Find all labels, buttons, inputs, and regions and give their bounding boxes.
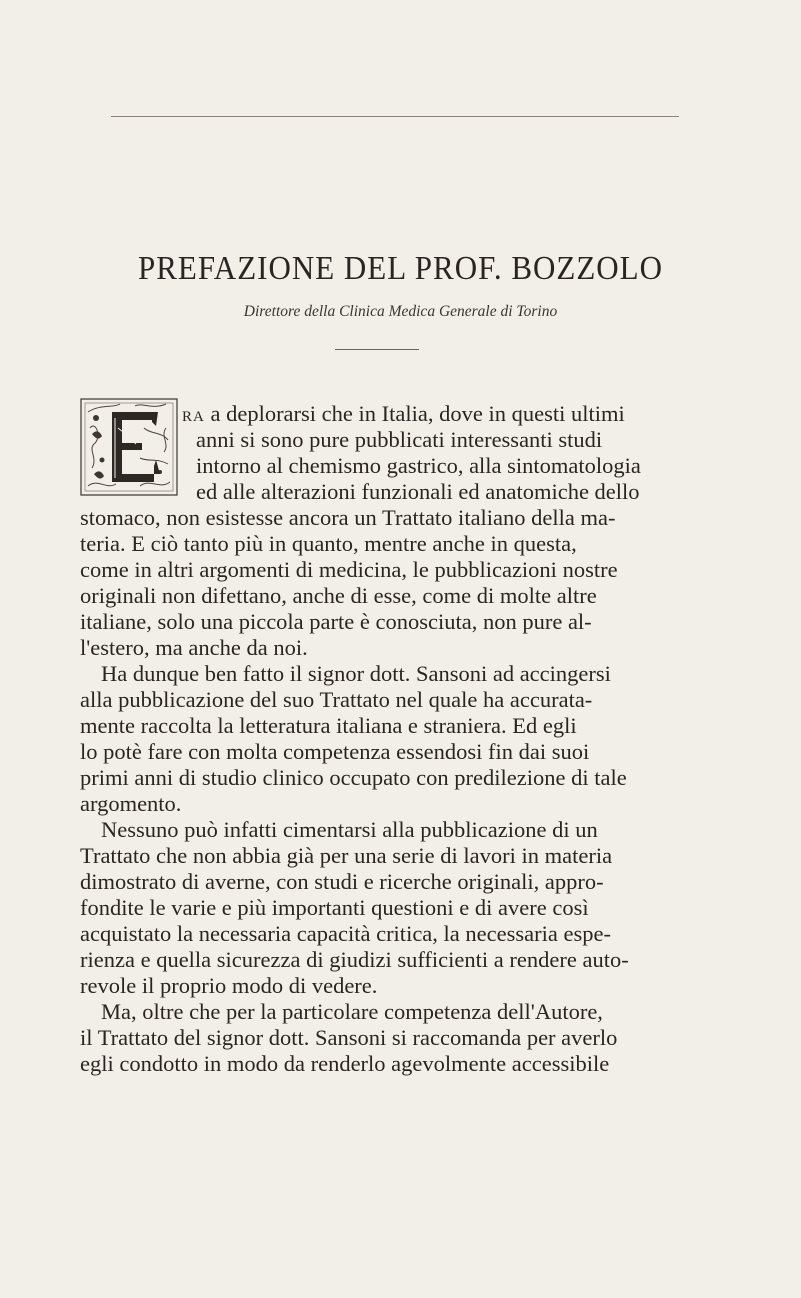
page-title: PREFAZIONE DEL PROF. BOZZOLO (138, 248, 663, 287)
text-line: l'estero, ma anche da noi. (80, 635, 308, 660)
text-line: Trattato che non abbia già per una serie di lavori in materia (80, 843, 613, 868)
first-word-small-caps: RA (182, 409, 205, 425)
text-line: Ha dunque ben fatto il signor dott. Sansoni ad accingersi (101, 661, 611, 686)
text-line: fondite le varie e più importanti questioni e di avere così (80, 895, 589, 920)
top-rule (111, 116, 679, 117)
text-line: revole il proprio modo di vedere. (80, 973, 378, 998)
text-line: Ma, oltre che per la particolare competenza dell'Autore, (101, 999, 603, 1024)
text-line: dimostrato di averne, con studi e ricerche originali, appro- (80, 869, 604, 894)
text-line: stomaco, non esistesse ancora un Trattato italiano della ma- (80, 505, 616, 530)
line-text: a deplorarsi che in Italia, dove in questi ultimi (210, 401, 625, 426)
text-line: italiane, solo una piccola parte è conosciuta, non pure al- (80, 609, 592, 634)
text-line: acquistato la necessaria capacità critica, la necessaria espe- (80, 921, 611, 946)
divider-rule (335, 349, 419, 350)
text-line (182, 400, 625, 428)
text-line: intorno al chemismo gastrico, alla sintomatologia (196, 453, 641, 478)
text-line: lo potè fare con molta competenza essendosi fin dai suoi (80, 739, 590, 764)
text-line: come in altri argomenti di medicina, le pubblicazioni nostre (80, 557, 618, 582)
drop-cap-ornament-icon (80, 398, 178, 496)
text-line: egli condotto in modo da renderlo agevolmente accessibile (80, 1051, 610, 1076)
text-line: alla pubblicazione del suo Trattato nel quale ha accurata- (80, 687, 593, 712)
text-line: originali non difettano, anche di esse, come di molte altre (80, 583, 597, 608)
text-line: ed alle alterazioni funzionali ed anatomiche dello (196, 479, 640, 504)
text-line: mente raccolta la letteratura italiana e straniera. Ed egli (80, 713, 577, 738)
text-line: rienza e quella sicurezza di giudizi sufficienti a rendere auto- (80, 947, 629, 972)
text-line: Nessuno può infatti cimentarsi alla pubblicazione di un (101, 817, 598, 842)
text-line: argomento. (80, 791, 182, 816)
text-line: primi anni di studio clinico occupato con predilezione di tale (80, 765, 627, 790)
text-line: teria. E ciò tanto più in quanto, mentre anche in questa, (80, 531, 577, 556)
page-subtitle: Direttore della Clinica Medica Generale di Torino (243, 303, 558, 320)
text-line: anni si sono pure pubblicati interessanti studi (196, 427, 603, 452)
text-line: il Trattato del signor dott. Sansoni si raccomanda per averlo (80, 1025, 618, 1050)
